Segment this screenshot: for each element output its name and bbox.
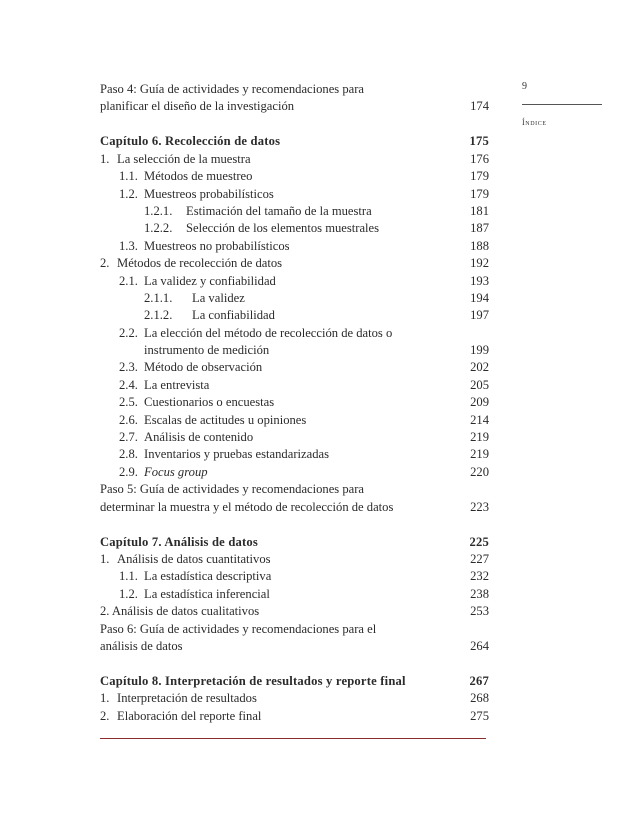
toc-entry-row[interactable] [100,220,489,237]
toc-entry-number: 2.4. [119,377,138,392]
toc-page-number: 275 [470,708,489,723]
toc-spacer [100,516,489,534]
toc-entry-number: 1.2.1. [144,203,173,218]
toc-entry-row[interactable] [100,325,489,342]
toc-entry-row[interactable] [100,551,489,568]
toc-entry-row[interactable] [100,273,489,290]
toc-entry-title: Análisis de datos cuantitativos [117,551,271,566]
toc-entry-title: La estadística inferencial [144,586,270,601]
toc-entry-number: 2. [100,708,110,723]
toc-entry-title: Análisis de contenido [144,430,254,445]
toc-chapter-row[interactable] [100,534,489,551]
toc-page-number: 197 [470,308,489,323]
toc-page-number: 232 [470,569,489,584]
toc-entry-row[interactable] [100,568,489,585]
toc-entry-row[interactable] [100,412,489,429]
toc-entry-row[interactable] [100,238,489,255]
toc-entry-title: Métodos de muestreo [144,169,253,184]
toc-entry-title: análisis de datos [100,638,183,653]
toc-entry-title: Cuestionarios o encuestas [144,395,275,410]
toc-entry-title: La elección del método de recolección de datos o [144,325,393,340]
toc-page-number: 214 [470,412,489,427]
toc-entry-row[interactable] [100,429,489,446]
toc-page-number: 253 [470,604,489,619]
toc-entry-title: Método de observación [144,360,263,375]
toc-entry-number: 2.8. [119,447,138,462]
toc-entry-title: Estimación del tamaño de la muestra [186,203,372,218]
toc-spacer [100,655,489,673]
toc-entry-title: La confiabilidad [192,308,275,323]
toc-entry-row[interactable] [100,307,489,324]
toc-entry-title: La validez y confiabilidad [144,273,276,288]
toc-page-number: 225 [469,534,489,549]
toc-entry-row[interactable] [100,603,489,620]
toc-page-number: 174 [470,99,489,114]
toc-entry-row[interactable] [100,290,489,307]
toc-entry-row[interactable] [100,481,489,498]
table-of-contents [100,81,489,725]
toc-entry-title: 2. Análisis de datos cualitativos [100,604,260,619]
toc-entry-number: 2.6. [119,412,138,427]
toc-page-number: 219 [470,430,489,445]
toc-entry-number: 1. [100,691,110,706]
toc-page-number: 179 [470,169,489,184]
toc-page-number: 194 [470,290,489,305]
toc-entry-row[interactable] [100,81,489,98]
toc-chapter-title: Capítulo 6. Recolección de datos [100,134,281,149]
toc-page-number: 219 [470,447,489,462]
toc-chapter-title: Capítulo 8. Interpretación de resultados y reporte final [100,673,406,688]
toc-spacer [100,116,489,134]
toc-page-number: 199 [470,343,489,358]
toc-entry-title: Inventarios y pruebas estandarizadas [144,447,329,462]
toc-entry-title: Interpretación de resultados [117,691,257,706]
toc-entry-number: 2.1. [119,273,138,288]
page-number: 9 [522,81,527,92]
toc-entry-row[interactable] [100,98,489,115]
toc-page-number: 268 [470,691,489,706]
toc-page-number: 188 [470,238,489,253]
toc-entry-number: 1.1. [119,569,138,584]
toc-page-number: 205 [470,377,489,392]
toc-page-number: 220 [470,464,489,479]
toc-page-number: 223 [470,499,489,514]
toc-entry-title: Paso 6: Guía de actividades y recomendaciones para el [100,621,377,636]
toc-page-number: 179 [470,186,489,201]
toc-chapter-title: Capítulo 7. Análisis de datos [100,534,259,549]
toc-entry-row[interactable] [100,586,489,603]
toc-entry-row[interactable] [100,446,489,463]
toc-page-number: 238 [470,586,489,601]
toc-entry-number: 1.2.2. [144,221,173,236]
toc-page-number: 209 [470,395,489,410]
toc-chapter-row[interactable] [100,673,489,690]
toc-page-number: 187 [470,221,489,236]
toc-page-number: 267 [469,673,489,688]
toc-entry-row[interactable] [100,203,489,220]
toc-entry-row[interactable] [100,690,489,707]
toc-entry-number: 1.2. [119,586,138,601]
toc-entry-number: 1.2. [119,186,138,201]
bottom-rule [100,738,486,739]
sidebar-divider [522,104,602,105]
toc-page-number: 264 [470,638,489,653]
toc-entry-row[interactable] [100,255,489,272]
toc-entry-row[interactable] [100,359,489,376]
toc-entry-title: planificar el diseño de la investigación [100,99,295,114]
toc-entry-title: Escalas de actitudes u opiniones [144,412,307,427]
toc-page-number: 193 [470,273,489,288]
toc-entry-row[interactable] [100,464,489,481]
toc-entry-number: 1. [100,551,110,566]
toc-entry-row[interactable] [100,621,489,638]
toc-entry-number: 2.2. [119,325,138,340]
toc-page-number: 176 [470,151,489,166]
toc-page-number: 192 [470,256,489,271]
toc-entry-title: Paso 5: Guía de actividades y recomendaciones para [100,482,365,497]
toc-entry-title: instrumento de medición [144,343,270,358]
toc-page-number: 202 [470,360,489,375]
toc-entry-title: Métodos de recolección de datos [117,256,283,271]
toc-entry-number: 2. [100,256,110,271]
toc-entry-title: Selección de los elementos muestrales [186,221,380,236]
toc-entry-title: La estadística descriptiva [144,569,272,584]
toc-page-number: 227 [470,551,489,566]
toc-entry-row[interactable] [100,151,489,168]
toc-entry-title: La selección de la muestra [117,151,251,166]
toc-entry-row[interactable] [100,394,489,411]
toc-entry-number: 1.1. [119,169,138,184]
toc-entry-title: La entrevista [144,377,210,392]
toc-entry-row[interactable] [100,168,489,185]
toc-entry-number: 2.3. [119,360,138,375]
toc-entry-number: 2.9. [119,464,138,479]
toc-entry-number: 1.3. [119,238,138,253]
toc-entry-title: Focus group [144,464,208,479]
toc-entry-number: 2.1.2. [144,308,173,323]
section-label: Índice [522,118,547,127]
toc-entry-number: 2.1.1. [144,290,173,305]
toc-entry-row[interactable] [100,377,489,394]
toc-entry-title: Muestreos no probabilísticos [144,238,290,253]
toc-page-number: 181 [470,203,489,218]
toc-entry-title: determinar la muestra y el método de recolección de datos [100,499,394,514]
toc-entry-row[interactable] [100,638,489,655]
toc-entry-row[interactable] [100,499,489,516]
toc-entry-title: Elaboración del reporte final [117,708,262,723]
toc-page-number: 175 [469,134,489,149]
toc-entry-title: La validez [192,290,245,305]
toc-entry-number: 2.5. [119,395,138,410]
toc-entry-number: 2.7. [119,430,138,445]
toc-entry-row[interactable] [100,186,489,203]
toc-chapter-row[interactable] [100,133,489,150]
toc-entry-title: Muestreos probabilísticos [144,186,274,201]
toc-entry-title: Paso 4: Guía de actividades y recomendaciones para [100,82,365,96]
toc-entry-row[interactable] [100,708,489,725]
toc-entry-number: 1. [100,151,110,166]
toc-entry-row[interactable] [100,342,489,359]
